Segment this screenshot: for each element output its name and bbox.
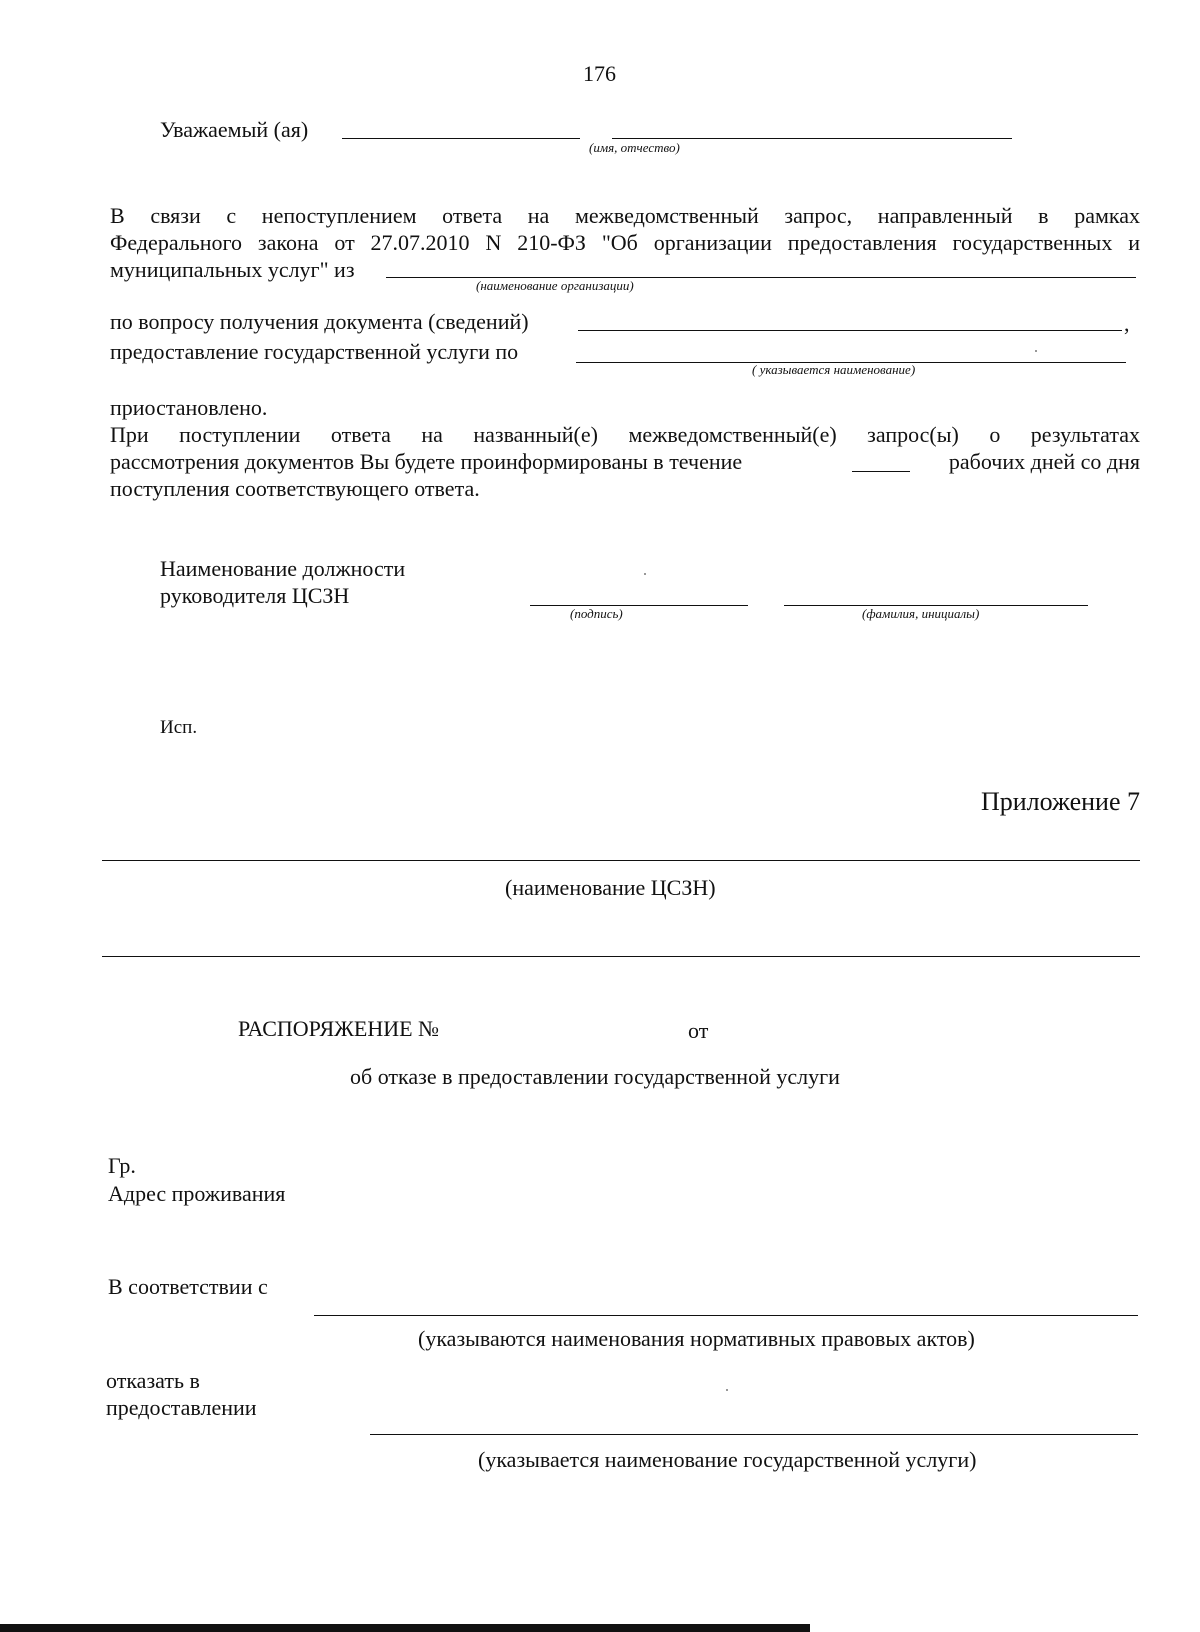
para2-line-2-left: рассмотрения документов Вы будете проинформированы в течение [110, 449, 743, 474]
org-name-line [102, 860, 1140, 861]
accordance-label: В соответствии с [108, 1274, 268, 1299]
greeting-line-2 [612, 138, 1012, 139]
greeting-label: Уважаемый (ая) [160, 117, 309, 142]
acts-line [314, 1315, 1138, 1316]
org-name-caption: (наименование ЦСЗН) [505, 875, 716, 900]
acts-caption: (указываются наименования нормативных правовых актов) [418, 1326, 975, 1351]
days-blank-line [852, 471, 910, 472]
suspended-text: приостановлено. [110, 395, 268, 420]
service-name-line [370, 1434, 1138, 1435]
name-caption: (фамилия, инициалы) [862, 606, 980, 621]
signature-caption: (подпись) [570, 606, 623, 621]
service-caption: ( указывается наименование) [752, 362, 916, 377]
citizen-label: Гр. [108, 1153, 136, 1178]
position-title-2: руководителя ЦСЗН [160, 583, 350, 608]
greeting-line-1 [342, 138, 580, 139]
question-comma: , [1124, 311, 1130, 336]
order-subject: об отказе в предоставлении государственной услуги [350, 1064, 840, 1089]
separator-line [102, 956, 1140, 957]
para2-line-3: поступления соответствующего ответа. [110, 476, 480, 501]
para2-line-1: При поступлении ответа на названный(е) межведомственный(е) запрос(ы) о результатах [110, 422, 1140, 447]
scan-speck [644, 573, 646, 575]
scan-bottom-edge [0, 1624, 810, 1632]
para1-line-3: муниципальных услуг" из [110, 257, 355, 282]
scan-speck [1035, 350, 1037, 352]
order-from: от [688, 1018, 709, 1043]
appendix-title: Приложение 7 [980, 787, 1140, 816]
para1-line-2: Федерального закона от 27.07.2010 N 210-ФЗ "Об организации предоставления государственных и [110, 230, 1140, 255]
question-label: по вопросу получения документа (сведений) [110, 309, 529, 334]
org-caption: (наименование организации) [476, 278, 634, 293]
para1-line-1: В связи с непоступлением ответа на межведомственный запрос, направленный в рамках [110, 203, 1140, 228]
scan-speck [726, 1389, 728, 1391]
service-label: предоставление государственной услуги по [110, 339, 519, 364]
para2-line-2-right: рабочих дней со дня [948, 449, 1140, 474]
signature-line [530, 605, 748, 606]
question-line [578, 330, 1122, 331]
executor-label: Исп. [160, 717, 198, 738]
service-name-caption: (указывается наименование государственной услуги) [478, 1447, 977, 1472]
order-label: РАСПОРЯЖЕНИЕ № [238, 1016, 440, 1041]
position-title: Наименование должности [160, 556, 406, 581]
address-label: Адрес проживания [108, 1181, 286, 1206]
refuse-label-2: предоставлении [106, 1395, 257, 1420]
refuse-label-1: отказать в [106, 1368, 200, 1393]
greeting-caption: (имя, отчество) [589, 140, 680, 155]
page-number: 176 [583, 61, 616, 86]
